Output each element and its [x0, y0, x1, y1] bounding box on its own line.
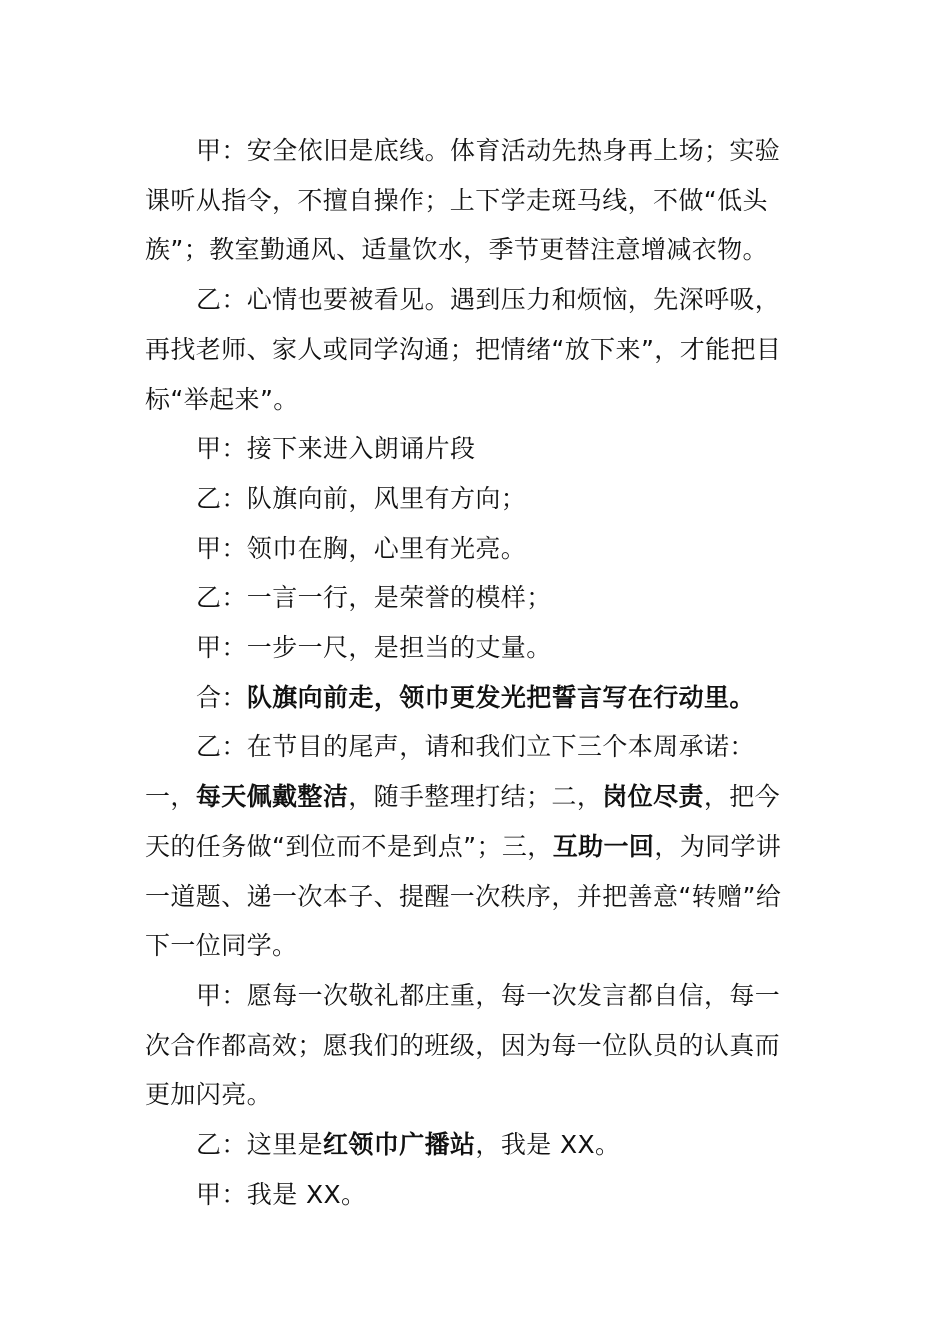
paragraph-11 [145, 971, 790, 1120]
text-run: 乙：一言一行，是荣誉的模样； [196, 583, 552, 613]
text-run: 合： [196, 682, 247, 712]
paragraph-2 [145, 275, 790, 424]
text-run: 甲：我是 XX。 [196, 1179, 367, 1209]
bold-text-run: 红领巾广播站 [323, 1130, 476, 1160]
paragraph-12 [145, 1120, 790, 1170]
text-run: 甲：接下来进入朗诵片段 [196, 434, 476, 464]
text-run: 乙：在节目的尾声，请和我们立下三个本周承诺： [196, 732, 755, 762]
bold-text-run: 每天佩戴整洁 [195, 782, 349, 812]
text-run: 甲：一步一尺，是担当的丈量。 [196, 633, 552, 663]
paragraph-3 [145, 424, 790, 474]
paragraph-9 [145, 722, 790, 772]
text-run: 甲：安全依旧是底线。体育活动先热身再上场；实验课听从指令，不擅自操作；上下学走斑马线，不做“低头族”；教室勤通风、适量饮水，季节更替注意增减衣物。 [145, 136, 781, 265]
paragraph-1 [145, 126, 790, 275]
bold-text-run: 互助一回 [552, 831, 655, 861]
text-run: 乙：队旗向前，风里有方向； [196, 483, 527, 513]
text-run: 甲：愿每一次敬礼都庄重，每一次发言都自信，每一次合作都高效；愿我们的班级，因为每一位队员的认真而更加闪亮。 [145, 980, 781, 1110]
bold-text-run: 岗位尽责 [602, 782, 704, 812]
text-run: ，我是 XX。 [475, 1130, 621, 1160]
paragraph-4 [145, 474, 790, 524]
paragraph-13 [145, 1170, 790, 1220]
paragraph-7 [145, 623, 790, 673]
paragraph-8 [145, 673, 790, 723]
paragraph-6 [145, 573, 790, 623]
text-run: 甲：领巾在胸，心里有光亮。 [196, 533, 527, 563]
text-run: ，随手整理打结；二， [348, 782, 603, 812]
text-run: 一， [145, 782, 196, 812]
paragraph-10 [145, 772, 790, 971]
text-run: ，为同学讲一道题、递一次本子、提醒一次秩序，并把善意“转赠”给下一位同学。 [145, 831, 782, 961]
text-run: 乙：心情也要被看见。遇到压力和烦恼，先深呼吸，再找老师、家人或同学沟通；把情绪“放下来”，才能把目标“举起来”。 [145, 285, 782, 414]
text-run: 乙：这里是 [196, 1130, 324, 1160]
text-run: ，把今天的任务做“到位而不是到点”；三， [145, 782, 781, 861]
document-page [145, 126, 790, 1219]
bold-text-run: 队旗向前走，领巾更发光把誓言写在行动里。 [246, 682, 755, 712]
paragraph-5 [145, 524, 790, 574]
